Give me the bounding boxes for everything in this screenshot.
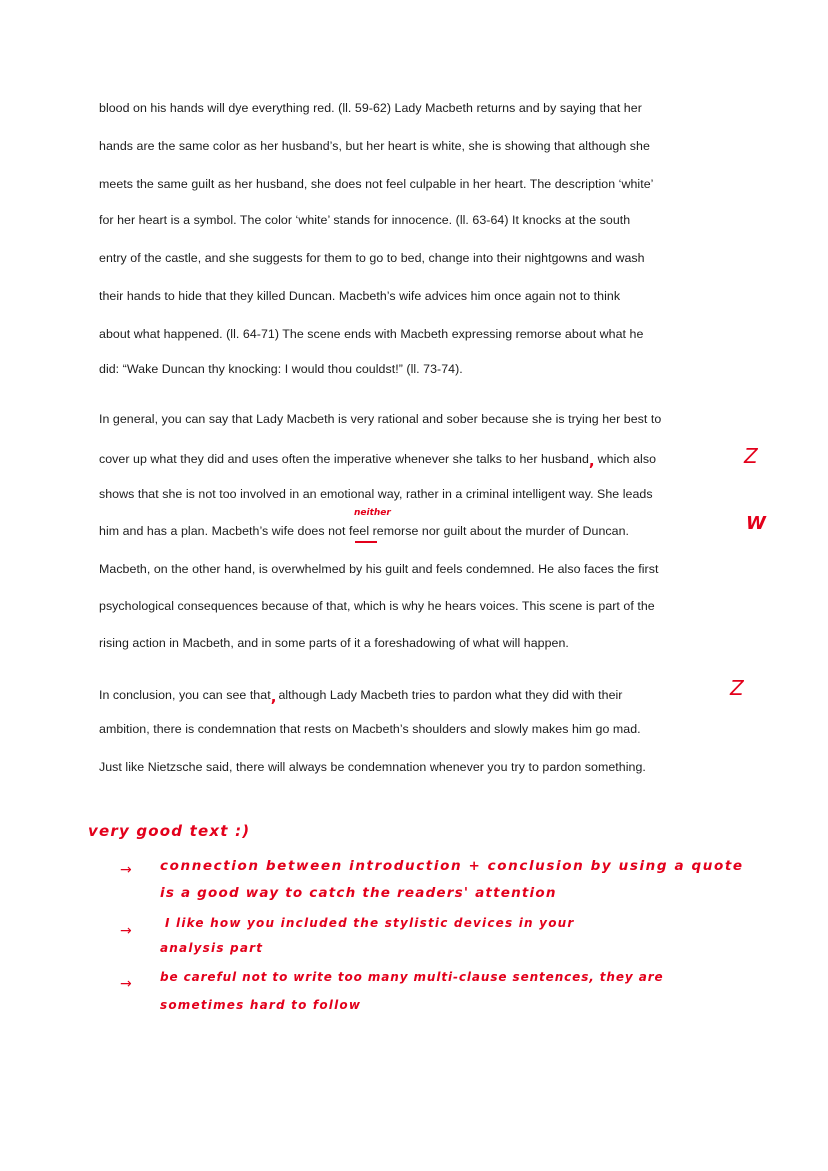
feedback-item: analysis part xyxy=(160,941,264,955)
margin-mark-z: Z xyxy=(744,444,758,468)
feedback-item: sometimes hard to follow xyxy=(160,998,362,1012)
text-line: about what happened. (ll. 64-71) The scene ends with Macbeth expressing remorse about what he xyxy=(99,327,644,341)
text-line: blood on his hands will dye everything red. (ll. 59-62) Lady Macbeth returns and by saying that her xyxy=(99,101,642,115)
margin-mark-w: W xyxy=(746,513,766,534)
text-segment: which also xyxy=(597,452,657,466)
text-line: their hands to hide that they killed Duncan. Macbeth’s wife advices him once again not to think xyxy=(99,289,621,303)
underline-mark xyxy=(355,541,377,543)
margin-mark-z: Z xyxy=(730,676,744,700)
text-segment: cover up what they did and uses often the imperative whenever she talks to her husband xyxy=(99,452,589,466)
word-correction: neither xyxy=(354,508,391,518)
feedback-item: I like how you included the stylistic devices in your xyxy=(165,916,575,930)
underlined-word: not xyxy=(328,524,346,538)
text-line: meets the same guilt as her husband, she does not feel culpable in her heart. The description ‘white’ xyxy=(99,177,654,191)
text-line: rising action in Macbeth, and in some parts of it a foreshadowing of what will happen. xyxy=(99,636,569,650)
text-line: entry of the castle, and she suggests for them to go to bed, change into their nightgowns and wash xyxy=(99,251,645,265)
text-line: ambition, there is condemnation that rests on Macbeth’s shoulders and slowly makes him go mad. xyxy=(99,722,641,736)
text-line xyxy=(99,524,629,538)
text-line: psychological consequences because of that, which is why he hears voices. This scene is part of the xyxy=(99,599,655,613)
text-line: did: “Wake Duncan thy knocking: I would thou couldst!” (ll. 73-74). xyxy=(99,362,463,376)
text-segment: him and has a plan. Macbeth’s wife does xyxy=(99,524,329,538)
feedback-title: very good text :) xyxy=(88,822,251,840)
text-line xyxy=(99,685,623,706)
text-line: hands are the same color as her husband’s, but her heart is white, she is showing that although she xyxy=(99,139,650,153)
text-segment: feel remorse nor guilt about the murder of Duncan. xyxy=(345,524,630,538)
text-line: Just like Nietzsche said, there will always be condemnation whenever you try to pardon something. xyxy=(99,760,646,774)
text-line: Macbeth, on the other hand, is overwhelmed by his guilt and feels condemned. He also faces the first xyxy=(99,562,659,576)
text-line: In general, you can say that Lady Macbeth is very rational and sober because she is trying her best to xyxy=(99,412,662,426)
arrow-icon: → xyxy=(120,976,132,992)
text-line xyxy=(99,449,657,470)
arrow-icon: → xyxy=(120,862,132,878)
text-segment: although Lady Macbeth tries to pardon what they did with their xyxy=(278,688,623,702)
text-segment: In conclusion, you can see that xyxy=(99,688,271,702)
text-line: shows that she is not too involved in an emotional way, rather in a criminal intelligent way. She leads xyxy=(99,487,653,501)
comma-correction: , xyxy=(588,452,595,470)
text-line: for her heart is a symbol. The color ‘white’ stands for innocence. (ll. 63-64) It knocks at the south xyxy=(99,213,631,227)
feedback-item: be careful not to write too many multi-clause sentences, they are xyxy=(160,970,664,984)
feedback-item: is a good way to catch the readers' attention xyxy=(160,885,557,901)
feedback-item: connection between introduction + conclusion by using a quote xyxy=(160,858,744,874)
comma-correction: , xyxy=(270,688,277,706)
arrow-icon: → xyxy=(120,923,132,939)
